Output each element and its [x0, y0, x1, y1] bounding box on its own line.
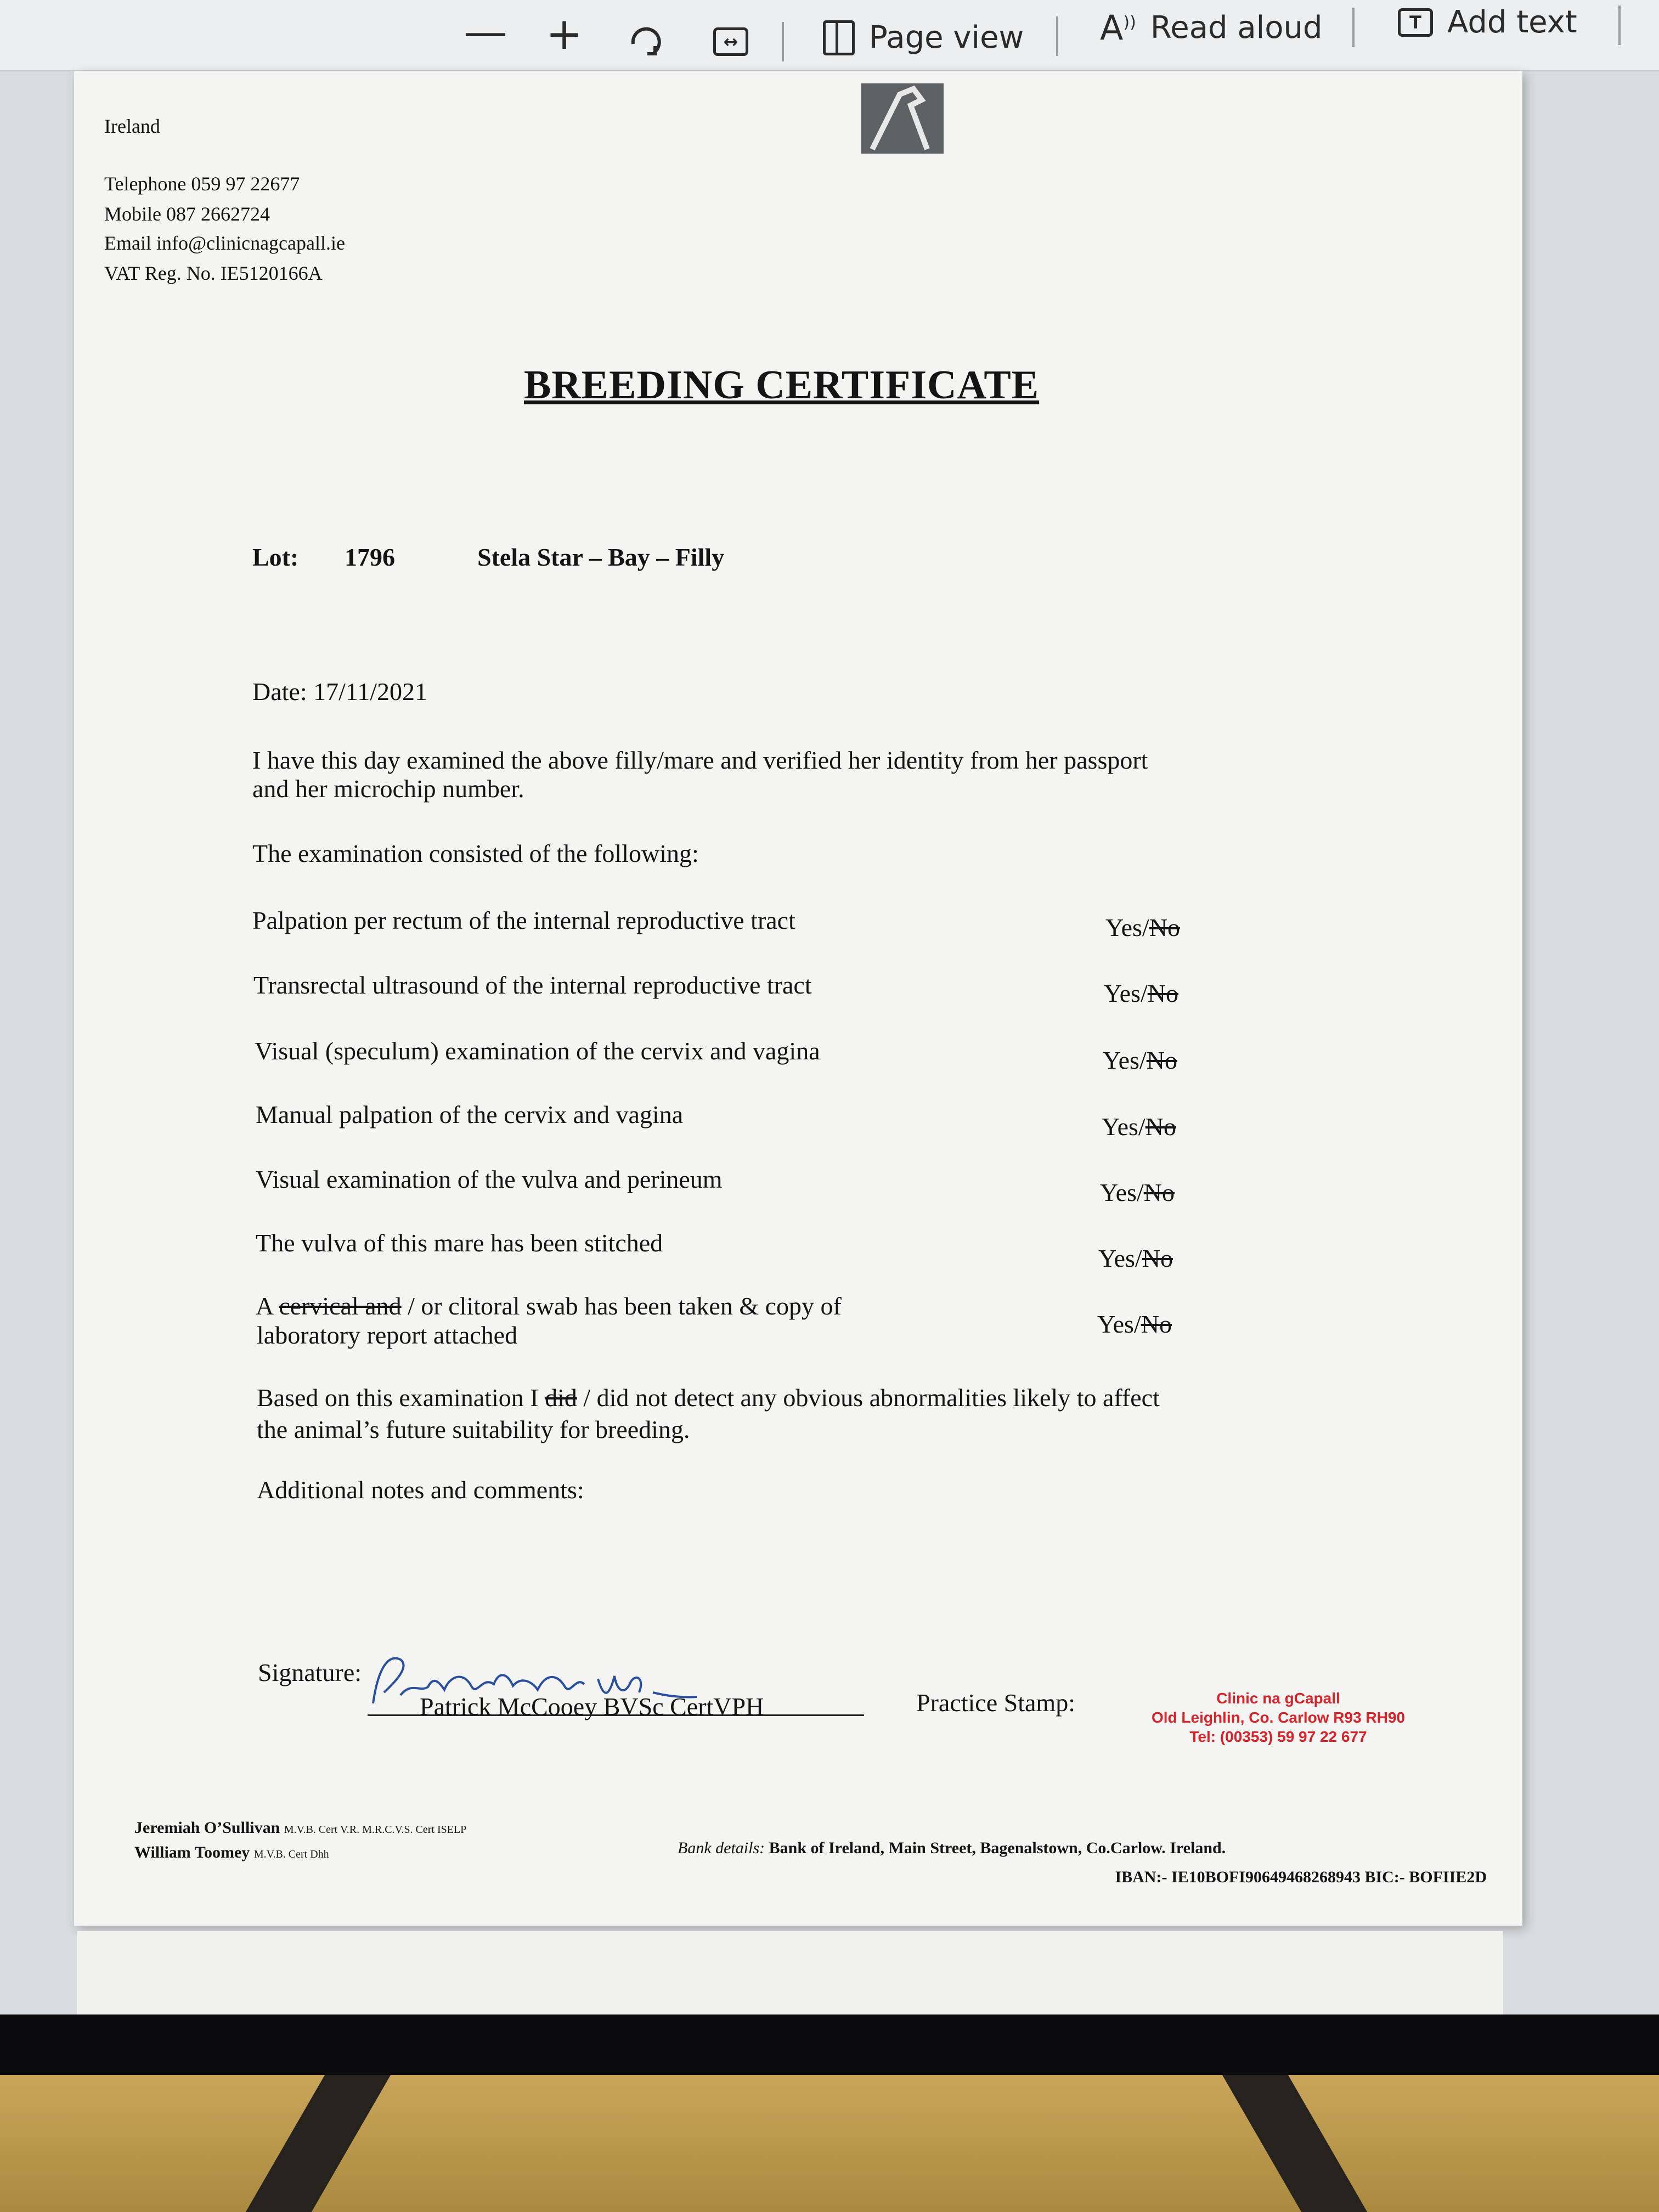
- zoom-out-icon: —: [464, 6, 507, 57]
- yes-no-answer: Yes/No: [1103, 1046, 1177, 1074]
- intro-line-2: and her microchip number.: [252, 775, 524, 803]
- certificate-title: BREEDING CERTIFICATE: [524, 363, 1040, 408]
- yes-no-answer: Yes/No: [1097, 1310, 1172, 1338]
- lot-number: 1796: [345, 543, 395, 571]
- add-text-button[interactable]: [1398, 4, 1577, 40]
- toolbar-divider: [782, 22, 784, 61]
- zoom-in-icon: +: [546, 8, 583, 59]
- toolbar-divider: [1056, 16, 1058, 56]
- checklist-item: Manual palpation of the cervix and vagina: [256, 1101, 684, 1128]
- document-page: [74, 71, 1522, 1926]
- zoom-out-button[interactable]: [464, 6, 507, 57]
- yes-no-answer: Yes/No: [1105, 913, 1180, 941]
- fit-page-button[interactable]: [713, 27, 748, 56]
- telephone: Telephone 059 97 22677: [104, 173, 300, 195]
- read-aloud-label: Read aloud: [1150, 10, 1323, 46]
- signer-name: Patrick McCooey BVSc CertVPH: [420, 1692, 764, 1720]
- page-view-label: Page view: [869, 20, 1024, 55]
- stamp-clinic-name: Clinic na gCapall: [1216, 1690, 1340, 1707]
- rotate-button[interactable]: [625, 22, 665, 61]
- add-text-label: Add text: [1447, 4, 1577, 40]
- signature-label: Signature:: [258, 1658, 362, 1686]
- desk-background: [0, 2075, 1659, 2212]
- email: Email info@clinicnagcapall.ie: [104, 232, 345, 254]
- checklist-item: Transrectal ultrasound of the internal reproductive tract: [253, 971, 812, 999]
- bank-details: Bank details: Bank of Ireland, Main Street, Bagenalstown, Co.Carlow. Ireland.: [678, 1839, 1226, 1857]
- additional-notes-label: Additional notes and comments:: [257, 1476, 584, 1504]
- page-view-button[interactable]: [823, 20, 1024, 55]
- vet-2: William Toomey M.V.B. Cert Dhh: [134, 1843, 329, 1861]
- clinic-logo: [861, 83, 944, 154]
- toolbar-divider: [1352, 8, 1355, 47]
- practice-stamp: [1136, 1689, 1421, 1746]
- toolbar-divider: [1618, 5, 1621, 45]
- checklist-item: Palpation per rectum of the internal reproductive tract: [252, 906, 795, 934]
- yes-no-answer: Yes/No: [1100, 1178, 1175, 1206]
- checklist-item: Visual (speculum) examination of the cervix and vagina: [255, 1037, 820, 1065]
- viewer-toolbar: [0, 0, 1659, 71]
- read-aloud-button[interactable]: [1100, 7, 1323, 48]
- yes-no-answer: Yes/No: [1104, 979, 1178, 1007]
- rotate-icon: [625, 22, 665, 61]
- checklist-item-swab: A cervical and / or clitoral swab has been taken & copy of: [256, 1292, 842, 1320]
- zoom-in-button[interactable]: [546, 8, 583, 59]
- stamp-address: Old Leighlin, Co. Carlow R93 RH90: [1151, 1709, 1406, 1726]
- vet-1: Jeremiah O’Sullivan M.V.B. Cert V.R. M.R.C.V.S. Cert ISELP: [134, 1819, 467, 1837]
- based-line-1: Based on this examination I did / did not detect any obvious abnormalities likely to affect: [257, 1384, 1160, 1412]
- based-line-2: the animal’s future suitability for breeding.: [257, 1415, 690, 1443]
- add-text-icon: T: [1398, 8, 1433, 37]
- checklist-item: The vulva of this mare has been stitched: [256, 1229, 663, 1257]
- read-aloud-icon: A)): [1100, 7, 1136, 48]
- yes-no-answer: Yes/No: [1102, 1113, 1176, 1141]
- checklist-item-swab-line2: laboratory report attached: [257, 1321, 518, 1349]
- iban-bic: IBAN:- IE10BOFI90649468268943 BIC:- BOFIIE2D: [1115, 1868, 1487, 1886]
- page-view-icon: [823, 20, 855, 55]
- practice-stamp-label: Practice Stamp:: [916, 1689, 1075, 1717]
- mobile: Mobile 087 2662724: [104, 203, 270, 225]
- horse-logo-icon: [861, 83, 944, 154]
- address-country: Ireland: [104, 115, 160, 137]
- yes-no-answer: Yes/No: [1098, 1244, 1173, 1272]
- exam-date: Date: 17/11/2021: [252, 678, 427, 706]
- stamp-phone: Tel: (00353) 59 97 22 677: [1189, 1728, 1367, 1745]
- intro-line-1: I have this day examined the above filly/mare and verified her identity from her passport: [252, 746, 1148, 774]
- monitor-bezel: [0, 2015, 1659, 2075]
- vat-number: VAT Reg. No. IE5120166A: [104, 262, 323, 284]
- checklist-item: Visual examination of the vulva and perineum: [256, 1165, 723, 1193]
- exam-consisted: The examination consisted of the following:: [252, 839, 699, 867]
- lot-label: Lot:: [252, 543, 299, 571]
- fit-page-icon: ↔: [713, 27, 748, 56]
- horse-description: Stela Star – Bay – Filly: [477, 543, 725, 571]
